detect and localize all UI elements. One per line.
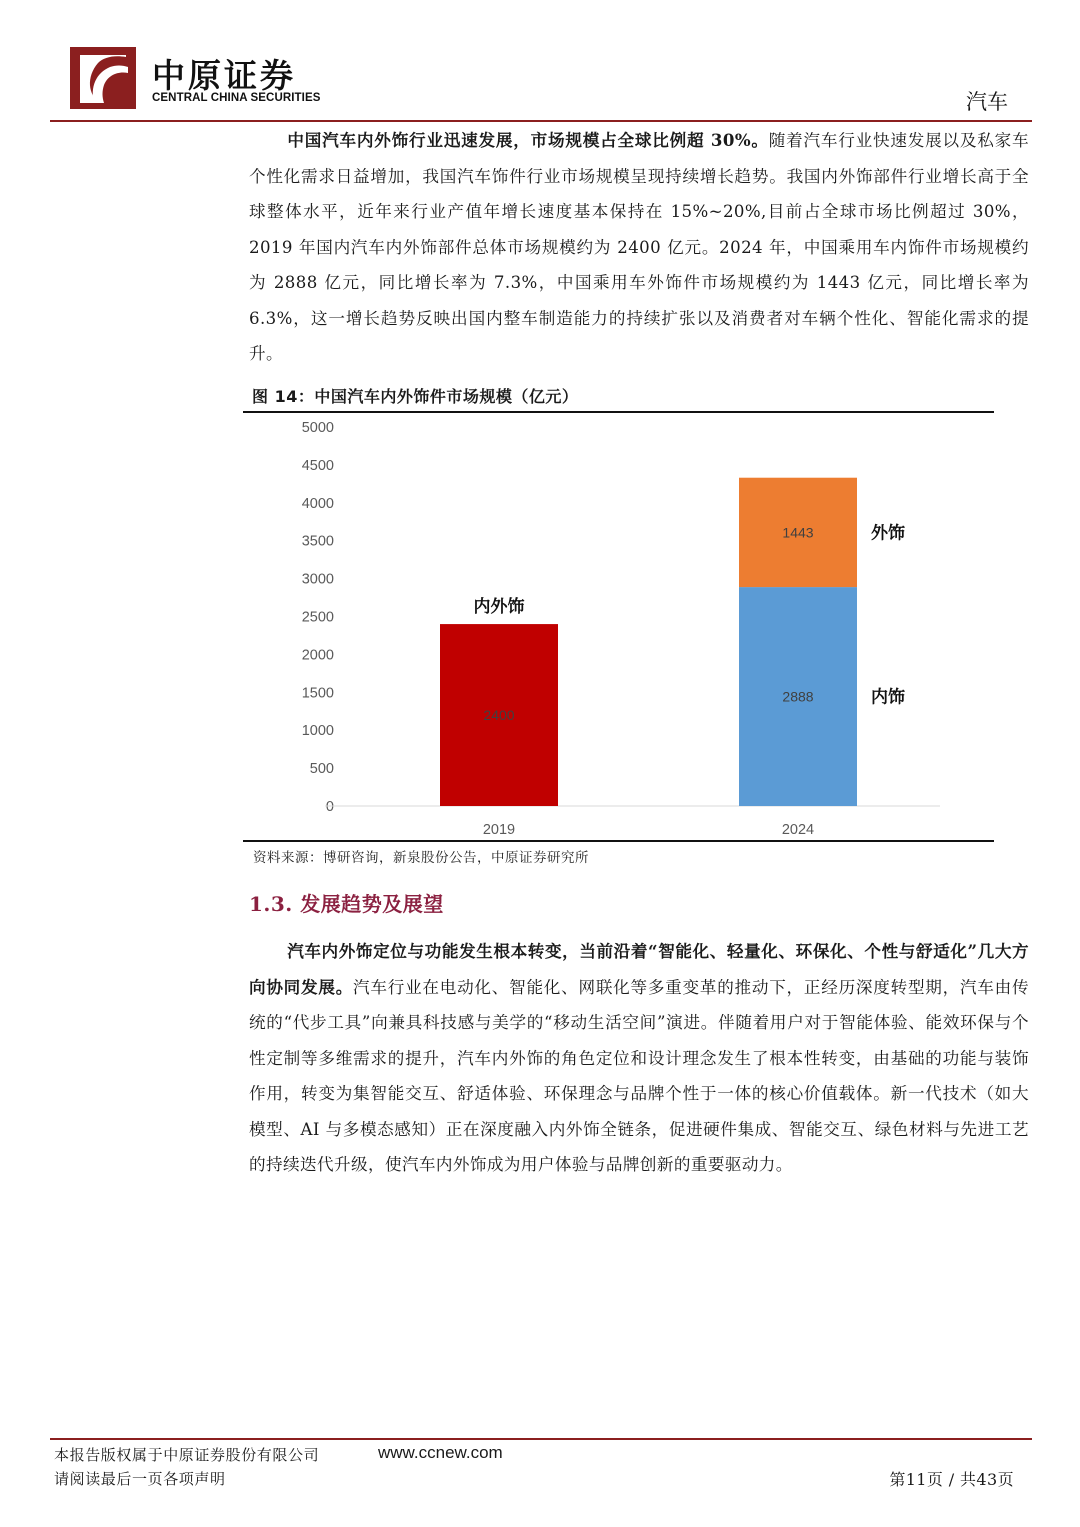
paragraph-trends xyxy=(249,934,1029,1183)
page-header xyxy=(0,0,1080,125)
data-label: 2888 xyxy=(782,688,814,705)
y-tick-label: 1000 xyxy=(301,723,334,740)
series-label: 内外饰 xyxy=(473,597,525,618)
data-label: 2400 xyxy=(483,707,515,724)
figure-title: 图 14：中国汽车内外饰件市场规模（亿元） xyxy=(252,387,579,406)
market-size-chart xyxy=(243,413,994,840)
paragraph-body: 随着汽车行业快速发展以及私家车个性化需求日益增加，我国汽车饰件行业市场规模呈现持续增长趋势。我国内外饰部件行业增长高于全球整体水平，近年来行业产值年增长速度基本保持在 15%~20%,目前占全球市场比例超过 30%，2019 年国内汽车内外饰部件总体市场规模约为 2400 亿元。2024 年，中国乘用车内饰件市场规模约为 2888 亿元，同比增长率为 7.3%，中国乘用车外饰件市场规模约为 1443 亿元，同比增长率为 6.3%，这一增长趋势反映出国内整车制造能力的持续扩张以及消费者对车辆个性化、智能化需求的提升。 xyxy=(249,131,1029,363)
series-label: 内饰 xyxy=(871,687,905,708)
paragraph-lead: 汽车内外饰定位与功能发生根本转变，当前沿着“智能化、轻量化、环保化、个性与舒适化”几大方向协同发展。 xyxy=(249,941,1029,997)
footer-website-link[interactable]: www.ccnew.com xyxy=(378,1443,503,1462)
figure-source: 资料来源：博研咨询，新泉股份公告，中原证券研究所 xyxy=(253,850,589,866)
x-axis-ticks xyxy=(483,822,814,838)
figure-bottom-rule xyxy=(243,840,994,842)
y-tick-label: 4500 xyxy=(301,457,334,474)
company-logo-icon xyxy=(70,47,136,109)
footer-divider xyxy=(50,1438,1032,1440)
y-tick-label: 4000 xyxy=(301,495,334,512)
section-tag: 汽车 xyxy=(966,90,1008,114)
series-label: 外饰 xyxy=(871,523,905,544)
data-label: 1443 xyxy=(782,524,814,541)
y-tick-label: 5000 xyxy=(301,420,334,436)
page-number: 第11页 / 共43页 xyxy=(889,1470,1014,1489)
bars xyxy=(440,478,905,806)
paragraph-market-size xyxy=(249,123,1029,372)
logo-chinese-name: 中原证券 xyxy=(152,56,296,95)
footer-copyright: 本报告版权属于中原证券股份有限公司 xyxy=(54,1446,320,1464)
header-divider xyxy=(50,120,1032,122)
subsection-heading: 1.3. 发展趋势及展望 xyxy=(249,892,444,916)
paragraph-body: 汽车行业在电动化、智能化、网联化等多重变革的推动下，正经历深度转型期，汽车由传统的“代步工具”向兼具科技感与美学的“移动生活空间”演进。伴随着用户对于智能体验、能效环保与个性定制等多维需求的提升，汽车内外饰的角色定位和设计理念发生了根本性转变，由基础的功能与装饰作用，转变为集智能交互、舒适体验、环保理念与品牌个性于一体的核心价值载体。新一代技术（如大模型、AI 与多模态感知）正在深度融入内外饰全链条，促进硬件集成、智能交互、绿色材料与先进工艺的持续迭代升级，使汽车内外饰成为用户体验与品牌创新的重要驱动力。 xyxy=(249,977,1029,1174)
y-tick-label: 3000 xyxy=(301,571,334,588)
x-tick-label: 2019 xyxy=(482,822,516,838)
y-tick-label: 1500 xyxy=(301,685,334,702)
paragraph-lead: 中国汽车内外饰行业迅速发展，市场规模占全球比例超 30%。 xyxy=(287,130,769,150)
y-tick-label: 0 xyxy=(325,799,334,815)
y-tick-label: 500 xyxy=(309,761,334,778)
y-tick-label: 2500 xyxy=(301,609,334,626)
y-tick-label: 3500 xyxy=(301,533,334,550)
logo-english-name: CENTRAL CHINA SECURITIES xyxy=(152,92,321,104)
footer-notice: 请阅读最后一页各项声明 xyxy=(54,1470,226,1488)
y-tick-label: 2000 xyxy=(301,647,334,664)
y-axis-ticks xyxy=(302,420,334,815)
x-tick-label: 2024 xyxy=(781,822,815,838)
